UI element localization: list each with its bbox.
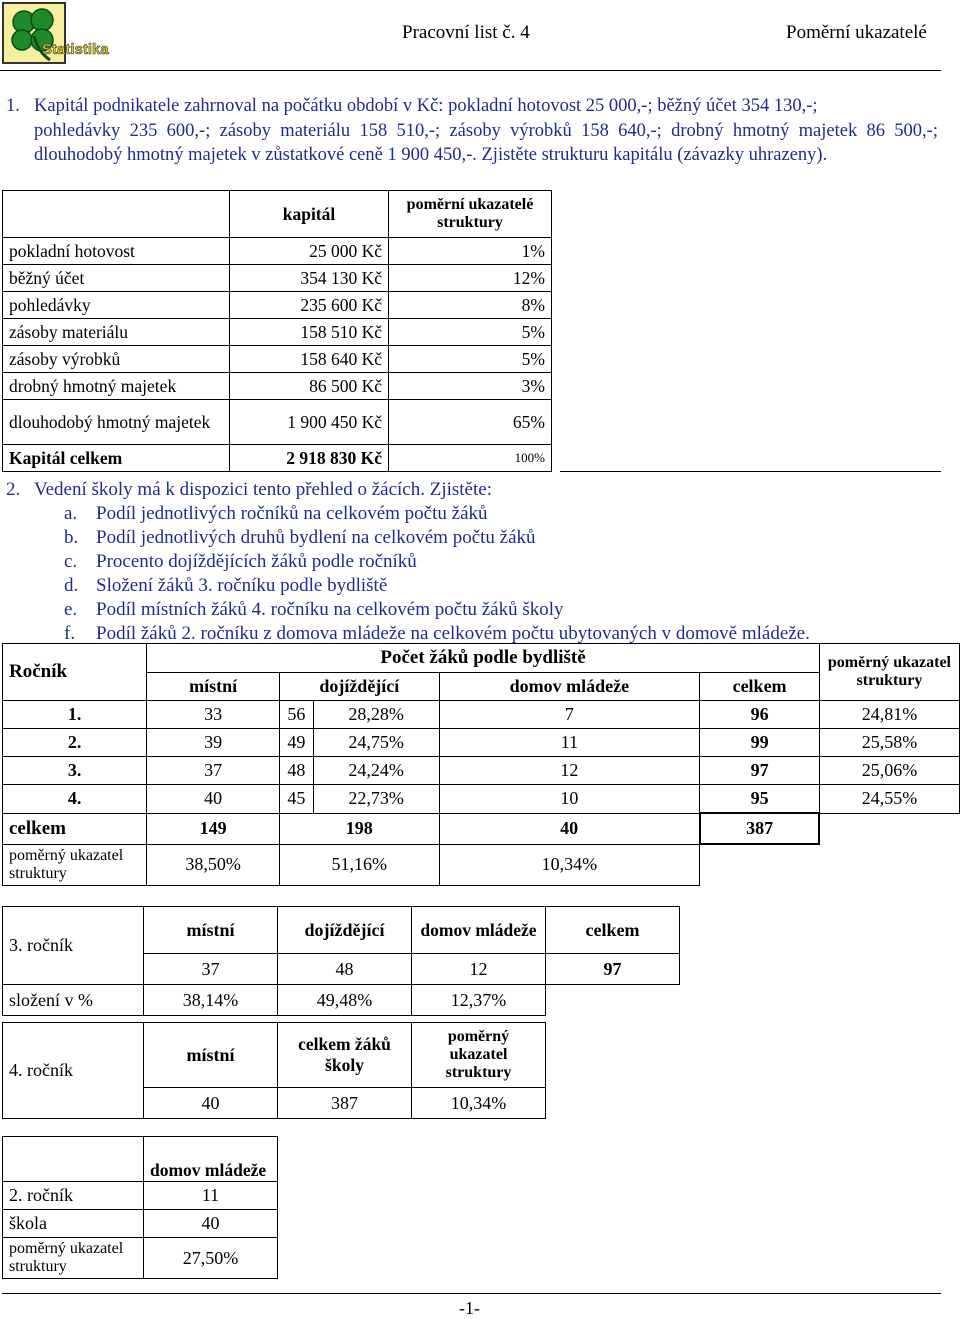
header-ratio: poměrný ukazatel struktury bbox=[819, 644, 959, 701]
row-value: 158 640 Kč bbox=[230, 346, 389, 373]
total-cell: 97 bbox=[546, 954, 680, 985]
task2-item: c. Procento dojíždějících žáků podle ročníků bbox=[64, 551, 417, 572]
dormitory-cell: 11 bbox=[144, 1182, 278, 1210]
table-header-row bbox=[3, 1023, 546, 1088]
header-dormitory: domov mládeže bbox=[144, 1137, 278, 1182]
total-cell: 95 bbox=[700, 785, 820, 814]
capital-structure-table bbox=[2, 190, 552, 472]
table-header-row bbox=[3, 644, 960, 673]
row-ratio: 12% bbox=[389, 265, 552, 292]
school-cell: 40 bbox=[144, 1210, 278, 1238]
task2-item: b. Podíl jednotlivých druhů bydlení na celkovém počtu žáků bbox=[64, 527, 536, 548]
year-cell: 4. bbox=[3, 785, 147, 814]
local-cell: 37 bbox=[144, 954, 278, 985]
header-total: celkem bbox=[546, 907, 680, 954]
total-label: Kapitál celkem bbox=[3, 445, 230, 472]
commuting-cell: 48 bbox=[278, 954, 412, 985]
commuting-cell: 56 bbox=[280, 701, 314, 729]
header-dormitory: domov mládeže bbox=[439, 673, 700, 701]
table-total-row bbox=[3, 813, 960, 844]
table-row bbox=[3, 785, 960, 814]
task2-item: f. Podíl žáků 2. ročníku z domova mládeže na celkovém počtu ubytovaných v domově mládeže. bbox=[64, 623, 810, 644]
table-header-row bbox=[3, 673, 960, 701]
row-value: 235 600 Kč bbox=[230, 292, 389, 319]
ratio-cell: 10,34% bbox=[412, 1088, 546, 1119]
row-label: pohledávky bbox=[3, 292, 230, 319]
ratio-cell: 25,58% bbox=[819, 729, 959, 757]
table-row bbox=[3, 1238, 278, 1279]
total-local: 149 bbox=[147, 813, 280, 844]
second-year-table bbox=[2, 1136, 278, 1279]
statistika-logo bbox=[2, 2, 114, 64]
school-label: škola bbox=[3, 1210, 144, 1238]
empty-cell bbox=[819, 844, 959, 885]
third-year-table bbox=[2, 906, 680, 1016]
table-row bbox=[3, 1210, 278, 1238]
table-row bbox=[3, 757, 960, 785]
task1-text-line1: Kapitál podnikatele zahrnoval na počátku období v Kč: pokladní hotovost 25 000,-; běžný účet 354 130,-; bbox=[34, 96, 818, 116]
total-dormitory: 40 bbox=[439, 813, 700, 844]
task2-item: d. Složení žáků 3. ročníku podle bydliště bbox=[64, 575, 388, 596]
total-cell: 99 bbox=[700, 729, 820, 757]
task1-text-rest: pohledávky 235 600,-; zásoby materiálu 158 510,-; zásoby výrobků 158 640,-; drobný hmotný majetek 86 500,-; dlouhodobý hmotný majetek v zůstatkové ceně 1 900 450,-. Zjistěte strukturu kapitálu (závazky uhrazeny). bbox=[34, 120, 938, 165]
commuting-pct-cell: 28,28% bbox=[313, 701, 439, 729]
fourth-year-table bbox=[2, 1022, 546, 1119]
table-header-row bbox=[3, 191, 552, 238]
svg-text:Statistika: Statistika bbox=[42, 41, 109, 58]
header-divider bbox=[0, 70, 941, 71]
local-cell: 33 bbox=[147, 701, 280, 729]
local-cell: 37 bbox=[147, 757, 280, 785]
ratio-label: poměrný ukazatel struktury bbox=[3, 844, 147, 885]
local-cell: 40 bbox=[144, 1088, 278, 1119]
table-ratio-row bbox=[3, 844, 960, 885]
year-cell: 2. bbox=[3, 729, 147, 757]
row-label: pokladní hotovost bbox=[3, 238, 230, 265]
table-row bbox=[3, 985, 680, 1016]
dormitory-cell: 10 bbox=[439, 785, 700, 814]
total-label: celkem bbox=[3, 813, 147, 844]
ratio-label: poměrný ukazatel struktury bbox=[3, 1238, 144, 1279]
dormitory-cell: 12 bbox=[412, 954, 546, 985]
table-row bbox=[3, 373, 552, 400]
table-row bbox=[3, 238, 552, 265]
task2-text bbox=[6, 478, 810, 646]
students-by-residence-table bbox=[2, 643, 960, 886]
table-row bbox=[3, 292, 552, 319]
total-ratio: 100% bbox=[389, 445, 552, 472]
commuting-pct-cell: 24,24% bbox=[313, 757, 439, 785]
total-cell: 97 bbox=[700, 757, 820, 785]
table-header-row bbox=[3, 1137, 278, 1182]
dormitory-cell: 12 bbox=[439, 757, 700, 785]
table-row bbox=[3, 729, 960, 757]
ratio-commuting: 51,16% bbox=[280, 844, 439, 885]
row-value: 25 000 Kč bbox=[230, 238, 389, 265]
header-commuting: dojíždějící bbox=[278, 907, 412, 954]
page-number: -1- bbox=[459, 1298, 480, 1318]
year-label: 4. ročník bbox=[3, 1023, 144, 1119]
header-ratio: poměrný ukazatel struktury bbox=[412, 1023, 546, 1088]
table-row bbox=[3, 1182, 278, 1210]
row-label: zásoby materiálu bbox=[3, 319, 230, 346]
row-ratio: 65% bbox=[389, 400, 552, 445]
commuting-cell: 45 bbox=[280, 785, 314, 814]
task2-intro: Vedení školy má k dispozici tento přehled o žácích. Zjistěte: bbox=[34, 479, 492, 500]
header-local: místní bbox=[147, 673, 280, 701]
task1-text bbox=[6, 94, 938, 168]
header-local: místní bbox=[144, 1023, 278, 1088]
header-ratio: poměrní ukazatelé struktury bbox=[389, 191, 552, 238]
commuting-pct-cell: 24,75% bbox=[313, 729, 439, 757]
header-total: celkem bbox=[700, 673, 820, 701]
table-header-row bbox=[3, 907, 680, 954]
ratio-cell: 27,50% bbox=[144, 1238, 278, 1279]
header-group: Počet žáků podle bydliště bbox=[147, 644, 820, 673]
row-ratio: 5% bbox=[389, 346, 552, 373]
table-row bbox=[3, 265, 552, 292]
row-ratio: 3% bbox=[389, 373, 552, 400]
year-label: 3. ročník bbox=[3, 907, 144, 985]
empty-cell bbox=[819, 813, 959, 844]
school-total-cell: 387 bbox=[278, 1088, 412, 1119]
total-value: 2 918 830 Kč bbox=[230, 445, 389, 472]
footer-divider bbox=[2, 1293, 941, 1294]
comp-local: 38,14% bbox=[144, 985, 278, 1016]
total-commuting: 198 bbox=[280, 813, 439, 844]
year-cell: 1. bbox=[3, 701, 147, 729]
commuting-pct-cell: 22,73% bbox=[313, 785, 439, 814]
composition-label: složení v % bbox=[3, 985, 144, 1016]
comp-commuting: 49,48% bbox=[278, 985, 412, 1016]
task2-item: a. Podíl jednotlivých ročníků na celkovém počtu žáků bbox=[64, 503, 488, 524]
table-row bbox=[3, 319, 552, 346]
header-year: Ročník bbox=[3, 644, 147, 701]
row-ratio: 5% bbox=[389, 319, 552, 346]
row-ratio: 1% bbox=[389, 238, 552, 265]
ratio-local: 38,50% bbox=[147, 844, 280, 885]
worksheet-topic: Poměrní ukazatelé bbox=[786, 22, 927, 43]
header-commuting: dojíždějící bbox=[280, 673, 439, 701]
ratio-cell: 25,06% bbox=[819, 757, 959, 785]
header-school-total: celkem žáků školy bbox=[278, 1023, 412, 1088]
total-cell: 96 bbox=[700, 701, 820, 729]
worksheet-title: Pracovní list č. 4 bbox=[402, 22, 530, 43]
year-cell: 3. bbox=[3, 757, 147, 785]
ratio-dormitory: 10,34% bbox=[439, 844, 700, 885]
empty-cell bbox=[3, 191, 230, 238]
table-extension-line bbox=[560, 471, 941, 472]
task1-number: 1. bbox=[6, 96, 20, 116]
row-label: drobný hmotný majetek bbox=[3, 373, 230, 400]
ratio-cell: 24,55% bbox=[819, 785, 959, 814]
row-value: 1 900 450 Kč bbox=[230, 400, 389, 445]
row-ratio: 8% bbox=[389, 292, 552, 319]
header-capital: kapitál bbox=[230, 191, 389, 238]
table-total-row bbox=[3, 445, 552, 472]
task2-item: e. Podíl místních žáků 4. ročníku na celkovém počtu žáků školy bbox=[64, 599, 564, 620]
row-label: běžný účet bbox=[3, 265, 230, 292]
row-label: zásoby výrobků bbox=[3, 346, 230, 373]
table-row bbox=[3, 701, 960, 729]
empty-cell bbox=[546, 985, 680, 1016]
row-value: 86 500 Kč bbox=[230, 373, 389, 400]
row-value: 354 130 Kč bbox=[230, 265, 389, 292]
dormitory-cell: 7 bbox=[439, 701, 700, 729]
empty-cell bbox=[3, 1137, 144, 1182]
task2-number: 2. bbox=[6, 479, 21, 500]
local-cell: 39 bbox=[147, 729, 280, 757]
comp-dormitory: 12,37% bbox=[412, 985, 546, 1016]
year-label: 2. ročník bbox=[3, 1182, 144, 1210]
table-row bbox=[3, 346, 552, 373]
commuting-cell: 48 bbox=[280, 757, 314, 785]
row-value: 158 510 Kč bbox=[230, 319, 389, 346]
grand-total: 387 bbox=[700, 813, 820, 844]
table-row bbox=[3, 400, 552, 445]
empty-cell bbox=[700, 844, 820, 885]
dormitory-cell: 11 bbox=[439, 729, 700, 757]
local-cell: 40 bbox=[147, 785, 280, 814]
row-label: dlouhodobý hmotný majetek bbox=[3, 400, 230, 445]
commuting-cell: 49 bbox=[280, 729, 314, 757]
header-local: místní bbox=[144, 907, 278, 954]
ratio-cell: 24,81% bbox=[819, 701, 959, 729]
header-dormitory: domov mládeže bbox=[412, 907, 546, 954]
